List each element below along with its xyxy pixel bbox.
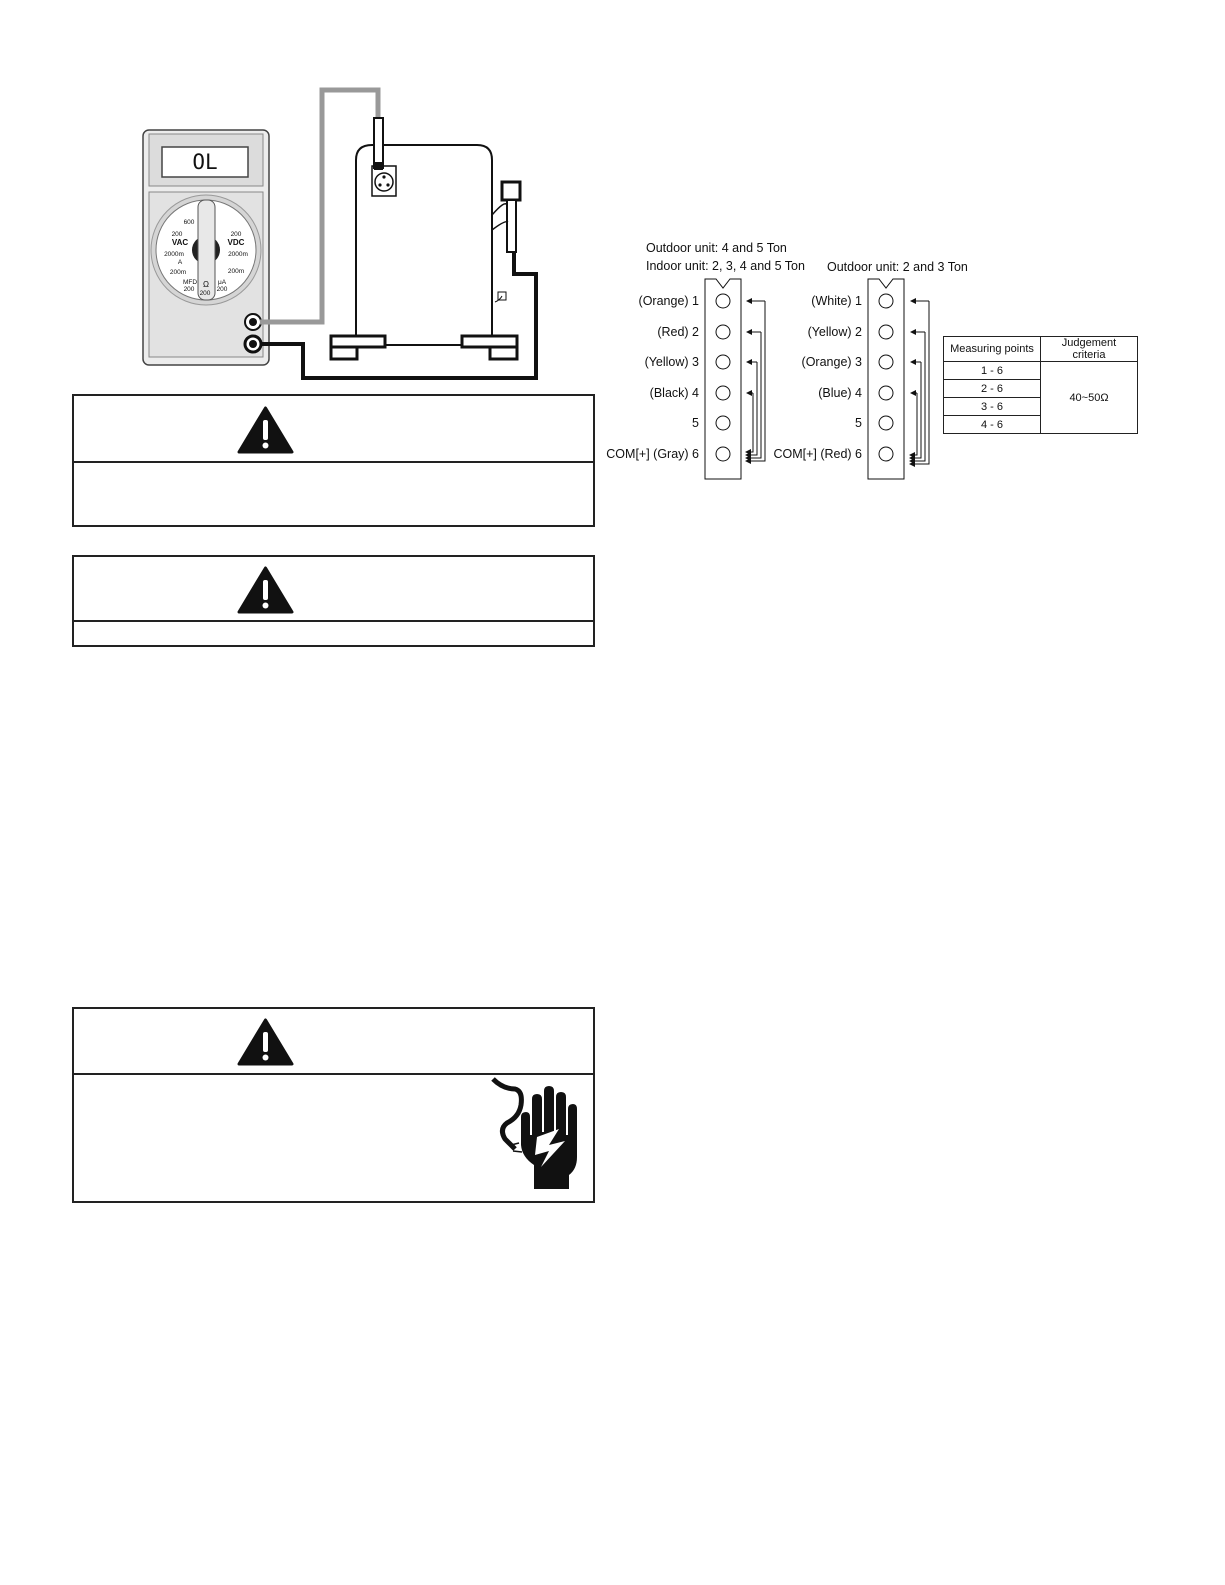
probe-gray: [374, 118, 383, 168]
probe-black: [502, 182, 520, 200]
dial-label: 600: [183, 219, 195, 226]
dial-label: 200: [230, 231, 242, 238]
table-header-row: [944, 337, 1138, 362]
left-connector-header-1: Outdoor unit: 4 and 5 Ton: [646, 241, 787, 255]
table-cell: 2 - 6: [944, 380, 1041, 398]
table-cell-value: 40~50Ω: [1041, 362, 1138, 434]
warning-box-2: [72, 555, 595, 647]
dial-vdc-label: VDC: [227, 238, 245, 247]
table-cell: 1 - 6: [944, 362, 1041, 380]
multimeter-compressor-illustration: [0, 0, 600, 390]
dial-label: μA: [217, 279, 227, 286]
right-pin-label: (Orange) 3: [801, 355, 862, 369]
judgement-criteria-table: [943, 336, 1138, 434]
right-connector: [868, 279, 929, 479]
connector-diagram: [690, 270, 940, 490]
dial-label: 200m: [227, 268, 245, 275]
warning-body: [74, 1075, 593, 1203]
right-pin-label: (Blue) 4: [818, 386, 862, 400]
right-pin-label: COM[+] (Red) 6: [773, 447, 862, 461]
left-pin-label: COM[+] (Gray) 6: [606, 447, 699, 461]
left-connector: [705, 279, 765, 479]
dial-label: MFD: [182, 279, 198, 286]
electric-shock-hand-icon: [489, 1077, 589, 1195]
dial-label: 2000m: [164, 251, 184, 258]
dial-label: 200: [216, 286, 228, 293]
warning-box-1: [72, 394, 595, 527]
table-cell: 4 - 6: [944, 416, 1041, 434]
left-pin-label: (Yellow) 3: [644, 355, 699, 369]
table-row: [944, 362, 1138, 380]
table-cell: 3 - 6: [944, 398, 1041, 416]
dial-label: A: [177, 259, 183, 266]
dial-vac-label: VAC: [171, 238, 189, 247]
table-header-cell: Measuring points: [944, 337, 1041, 362]
compressor-foot: [331, 336, 385, 347]
warning-triangle-icon: [237, 1018, 294, 1066]
right-pin-label: (White) 1: [811, 294, 862, 308]
dial-label: 200: [183, 286, 195, 293]
compressor-foot: [462, 336, 517, 347]
left-pin-label: (Red) 2: [657, 325, 699, 339]
left-pin-label: 5: [692, 416, 699, 430]
table-header-cell: Judgement criteria: [1041, 337, 1138, 362]
dial-label: 2000m: [228, 251, 248, 258]
right-pin-label: 5: [855, 416, 862, 430]
right-pin-label: (Yellow) 2: [807, 325, 862, 339]
left-pin-label: (Black) 4: [649, 386, 699, 400]
dial-ohm-label: Ω: [203, 280, 209, 289]
warning-triangle-icon: [237, 406, 294, 454]
warning-box-3: [72, 1007, 595, 1203]
left-pin-label: (Orange) 1: [638, 294, 699, 308]
warning-triangle-icon: [237, 566, 294, 614]
dial-label: 200: [199, 290, 211, 297]
right-connector-header: Outdoor unit: 2 and 3 Ton: [827, 260, 968, 274]
left-connector-header-2: Indoor unit: 2, 3, 4 and 5 Ton: [646, 259, 805, 273]
dial-label: 200: [171, 231, 183, 238]
dial-label: 200m: [169, 269, 187, 276]
multimeter-display-reading: OL: [192, 150, 218, 174]
